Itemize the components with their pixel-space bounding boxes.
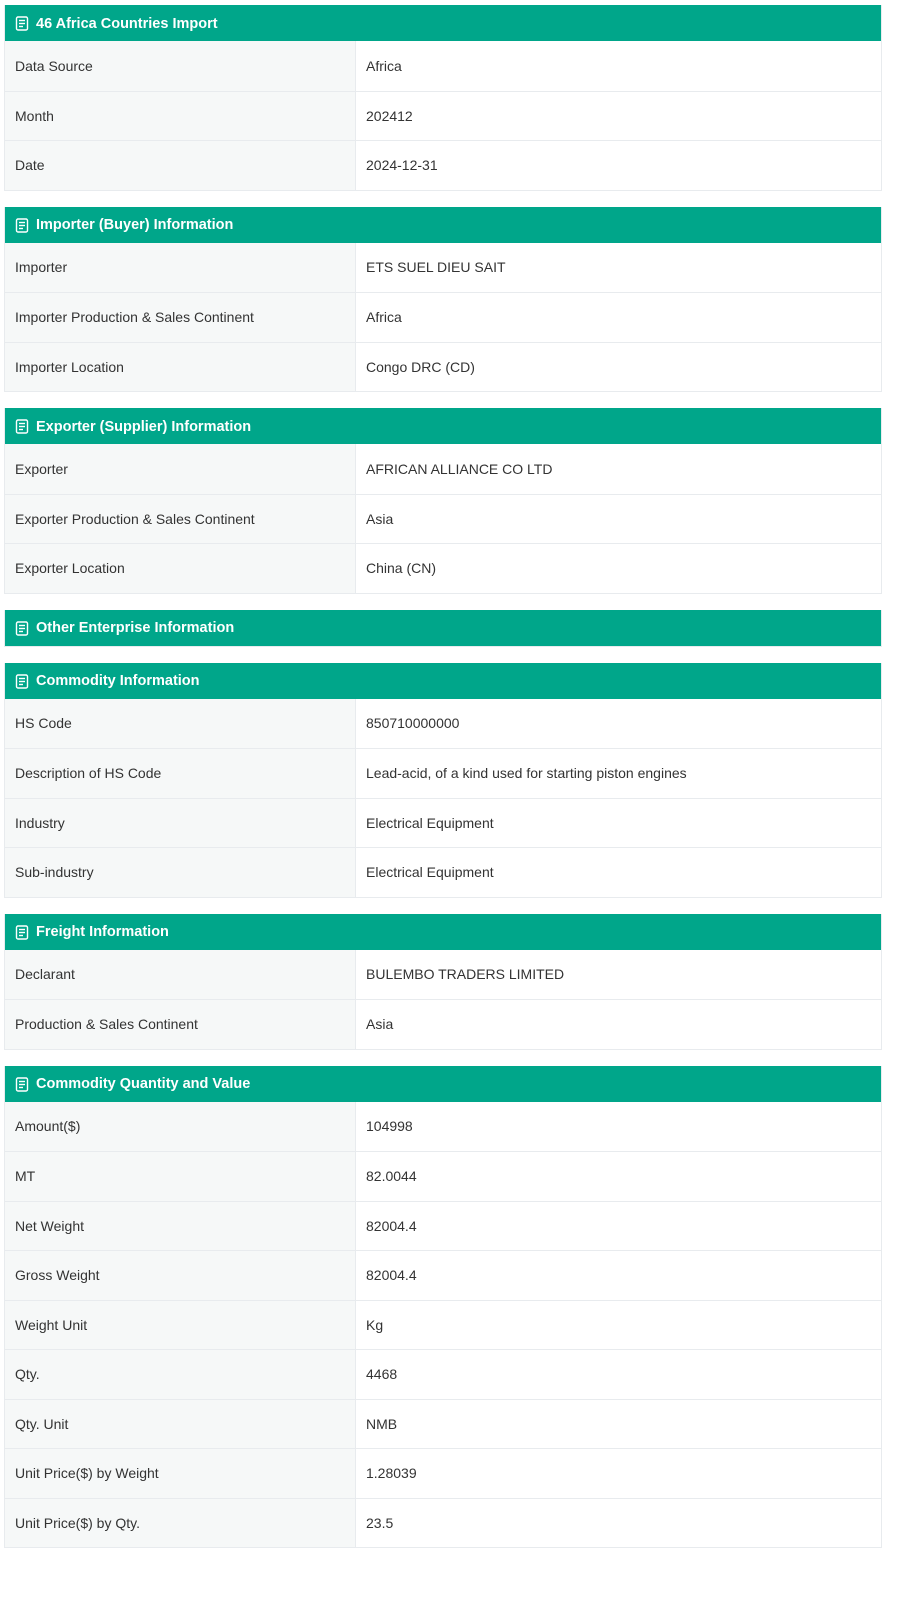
document-list-icon <box>15 925 29 940</box>
field-value: 1.28039 <box>366 1465 417 1482</box>
section-header-exporter <box>5 408 881 444</box>
field-label: Importer Production & Sales Continent <box>5 293 356 342</box>
field-label: Net Weight <box>5 1202 356 1251</box>
table-row <box>5 798 881 848</box>
field-value: Africa <box>366 57 402 74</box>
table-row <box>5 342 881 392</box>
document-list-icon <box>15 674 29 689</box>
section-title: Exporter (Supplier) Information <box>36 418 252 435</box>
field-label: MT <box>5 1152 356 1201</box>
table-row <box>5 1102 881 1152</box>
field-value: 82004.4 <box>366 1217 417 1234</box>
section-importer <box>4 207 882 393</box>
field-label: Production & Sales Continent <box>5 1000 356 1049</box>
table-row <box>5 847 881 897</box>
table-row <box>5 543 881 593</box>
field-label: Exporter <box>5 444 356 494</box>
section-basic <box>4 5 882 191</box>
field-value: 82.0044 <box>366 1168 417 1185</box>
field-value: NMB <box>366 1415 398 1432</box>
field-value: 202412 <box>366 107 413 124</box>
field-label: HS Code <box>5 699 356 749</box>
table-row <box>5 1300 881 1350</box>
section-header-commodity <box>5 663 881 699</box>
field-value: ETS SUEL DIEU SAIT <box>366 259 506 276</box>
field-label: Industry <box>5 799 356 848</box>
field-label: Qty. <box>5 1350 356 1399</box>
table-row <box>5 444 881 494</box>
field-label: Description of HS Code <box>5 749 356 798</box>
table-row <box>5 1498 881 1548</box>
field-label: Importer Location <box>5 343 356 392</box>
table-row <box>5 243 881 293</box>
section-title: Importer (Buyer) Information <box>36 217 234 233</box>
table-row <box>5 950 881 1000</box>
field-label: Amount($) <box>5 1102 356 1152</box>
section-title: Other Enterprise Information <box>36 620 235 636</box>
field-value: 82004.4 <box>366 1267 417 1284</box>
field-value: Africa <box>366 309 402 326</box>
field-value: 850710000000 <box>366 715 460 732</box>
section-header-basic <box>5 5 881 41</box>
field-label: Importer <box>5 243 356 293</box>
document-list-icon <box>15 16 29 31</box>
field-value: Kg <box>366 1316 384 1333</box>
section-commodity <box>4 663 882 898</box>
field-label: Date <box>5 141 356 190</box>
field-label: Unit Price($) by Qty. <box>5 1499 356 1548</box>
section-other <box>4 610 882 647</box>
document-list-icon <box>15 419 29 434</box>
table-row <box>5 748 881 798</box>
section-title: Commodity Information <box>36 673 200 689</box>
field-value: Lead-acid, of a kind used for starting piston engines <box>366 765 687 782</box>
section-header-freight <box>5 914 881 950</box>
table-row <box>5 1250 881 1300</box>
section-title: Commodity Quantity and Value <box>36 1076 251 1092</box>
field-value: Electrical Equipment <box>366 814 494 831</box>
table-row <box>5 999 881 1049</box>
document-list-icon <box>15 621 29 636</box>
table-row <box>5 1201 881 1251</box>
field-label: Sub-industry <box>5 848 356 897</box>
section-header-importer <box>5 207 881 243</box>
section-header-other <box>5 610 881 646</box>
document-list-icon <box>15 1077 29 1092</box>
table-row <box>5 699 881 749</box>
section-quantity <box>4 1066 882 1549</box>
section-exporter <box>4 408 882 594</box>
field-label: Qty. Unit <box>5 1400 356 1449</box>
table-row <box>5 91 881 141</box>
field-value: Asia <box>366 1016 394 1033</box>
field-label: Declarant <box>5 950 356 1000</box>
table-row <box>5 140 881 190</box>
record-detail-page <box>4 5 882 1548</box>
field-value: BULEMBO TRADERS LIMITED <box>366 966 565 983</box>
field-label: Exporter Location <box>5 544 356 593</box>
table-row <box>5 292 881 342</box>
field-value: 104998 <box>366 1118 413 1135</box>
field-label: Exporter Production & Sales Continent <box>5 495 356 544</box>
field-label: Data Source <box>5 41 356 91</box>
field-value: 4468 <box>366 1366 398 1383</box>
field-label: Month <box>5 92 356 141</box>
field-value: Electrical Equipment <box>366 864 494 881</box>
section-title: Freight Information <box>36 924 169 940</box>
field-value: China (CN) <box>366 560 437 577</box>
table-row <box>5 1349 881 1399</box>
field-label: Unit Price($) by Weight <box>5 1449 356 1498</box>
field-value: 23.5 <box>366 1514 394 1531</box>
section-freight <box>4 914 882 1050</box>
document-list-icon <box>15 218 29 233</box>
field-value: Asia <box>366 510 394 527</box>
section-title: 46 Africa Countries Import <box>36 15 218 32</box>
field-label: Weight Unit <box>5 1301 356 1350</box>
table-row <box>5 1448 881 1498</box>
field-label: Gross Weight <box>5 1251 356 1300</box>
table-row <box>5 41 881 91</box>
field-value: AFRICAN ALLIANCE CO LTD <box>366 460 553 477</box>
section-header-quantity <box>5 1066 881 1102</box>
table-row <box>5 494 881 544</box>
field-value: Congo DRC (CD) <box>366 358 475 375</box>
field-value: 2024-12-31 <box>366 157 438 174</box>
table-row <box>5 1399 881 1449</box>
table-row <box>5 1151 881 1201</box>
